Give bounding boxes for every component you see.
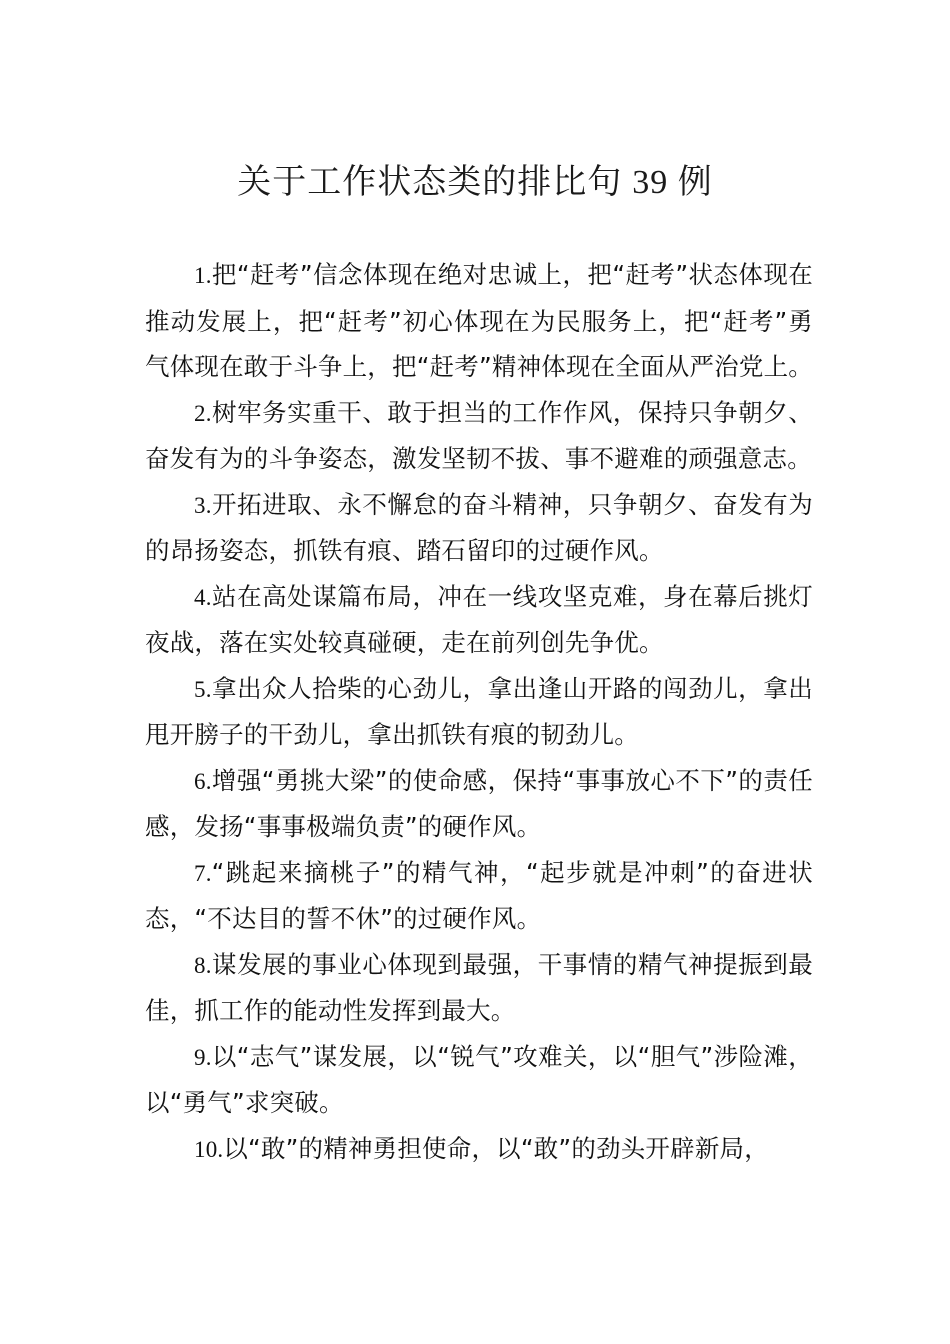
document-body: [145, 252, 813, 1172]
paragraph-index: 9.: [194, 1044, 212, 1070]
paragraph-index: 10.: [194, 1136, 224, 1162]
document-title: [0, 158, 950, 207]
paragraph-text: 以“志气”谋发展，以“锐气”攻难关，以“胆气”涉险滩，以“勇气”求突破。: [145, 1041, 813, 1117]
paragraph-4: [145, 574, 813, 666]
paragraph-text: 把“赶考”信念体现在绝对忠诚上，把“赶考”状态体现在推动发展上，把“赶考”初心体现在为民服务上，把“赶考”勇气体现在敢于斗争上，把“赶考”精神体现在全面从严治党上。: [145, 260, 813, 381]
paragraph-text: 树牢务实重干、敢于担当的工作作风，保持只争朝夕、奋发有为的斗争姿态，激发坚韧不拔、事不避难的顽强意志。: [145, 397, 813, 473]
paragraph-9: [145, 1034, 813, 1126]
title-text: 关于工作状态类的排比句: [237, 162, 623, 202]
paragraph-index: 3.: [194, 492, 212, 518]
paragraph-text: “跳起来摘桃子”的精气神，“起步就是冲刺”的奋进状态，“不达目的誓不休”的过硬作风。: [145, 857, 813, 933]
paragraph-8: [145, 942, 813, 1034]
paragraph-index: 8.: [194, 952, 212, 978]
paragraph-6: [145, 758, 813, 850]
paragraph-index: 4.: [194, 584, 212, 610]
paragraph-text: 站在高处谋篇布局，冲在一线攻坚克难，身在幕后挑灯夜战，落在实处较真碰硬，走在前列创先争优。: [145, 581, 813, 657]
paragraph-text: 以“敢”的精神勇担使命，以“敢”的劲头开辟新局，: [223, 1133, 769, 1163]
paragraph-text: 谋发展的事业心体现到最强，干事情的精气神提振到最佳，抓工作的能动性发挥到最大。: [145, 949, 813, 1025]
paragraph-1: [145, 252, 813, 390]
paragraph-index: 2.: [194, 400, 212, 426]
title-number: 39 例: [632, 164, 713, 201]
paragraph-10: [145, 1126, 813, 1173]
paragraph-7: [145, 850, 813, 942]
paragraph-2: [145, 390, 813, 482]
paragraph-3: [145, 482, 813, 574]
paragraph-text: 增强“勇挑大梁”的使命感，保持“事事放心不下”的责任感，发扬“事事极端负责”的硬作风。: [145, 765, 813, 841]
paragraph-index: 5.: [194, 676, 212, 702]
paragraph-index: 6.: [194, 768, 212, 794]
paragraph-index: 1.: [194, 263, 212, 288]
paragraph-5: [145, 666, 813, 758]
paragraph-text: 拿出众人拾柴的心劲儿，拿出逢山开路的闯劲儿，拿出甩开膀子的干劲儿，拿出抓铁有痕的韧劲儿。: [145, 673, 813, 749]
paragraph-text: 开拓进取、永不懈怠的奋斗精神，只争朝夕、奋发有为的昂扬姿态，抓铁有痕、踏石留印的过硬作风。: [145, 489, 813, 565]
paragraph-index: 7.: [194, 860, 212, 886]
